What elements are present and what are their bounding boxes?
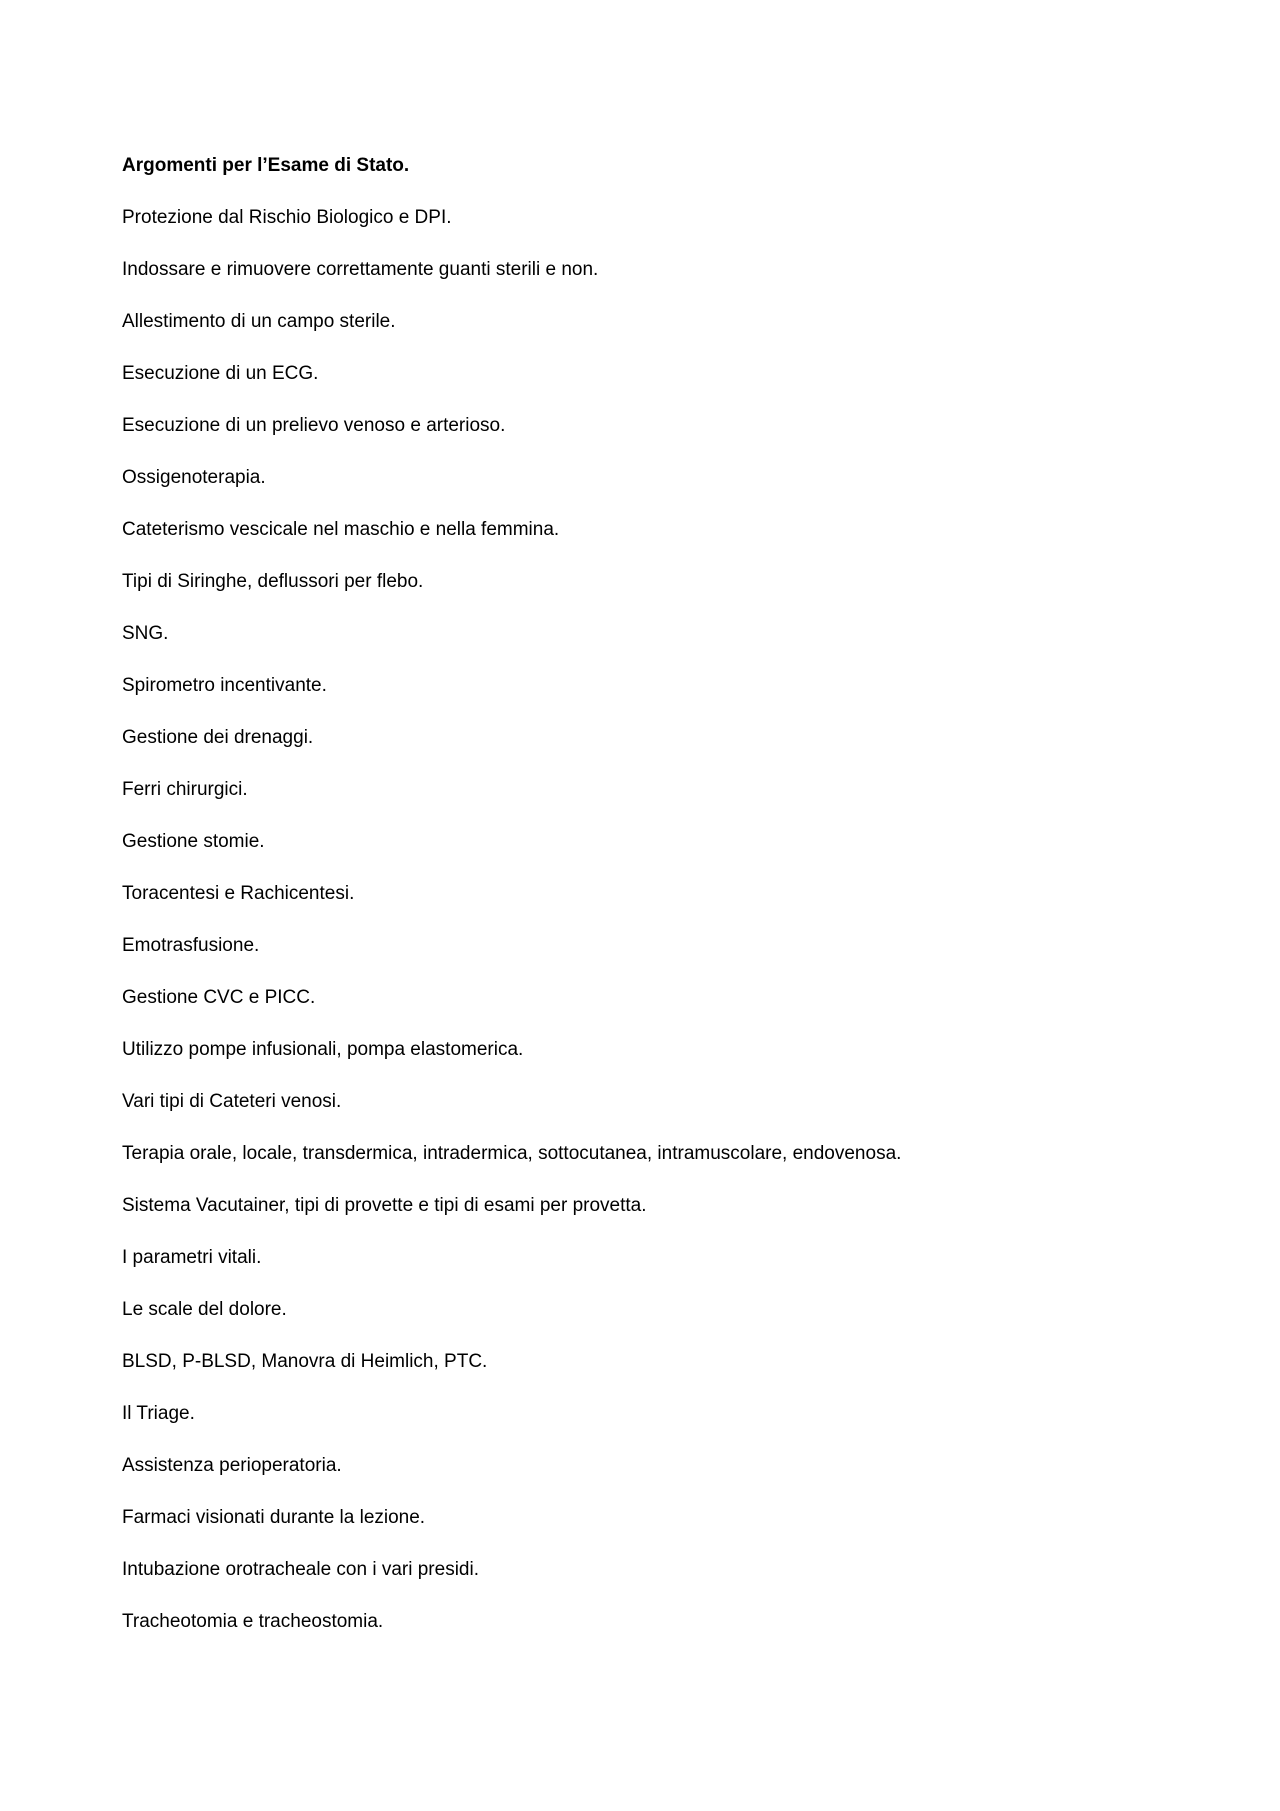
topic-item: Tracheotomia e tracheostomia.	[122, 1611, 384, 1632]
topic-item: Toracentesi e Rachicentesi.	[122, 883, 355, 904]
topic-item: Utilizzo pompe infusionali, pompa elastomerica.	[122, 1039, 524, 1060]
topic-item: Vari tipi di Cateteri venosi.	[122, 1091, 342, 1112]
document-title: Argomenti per l’Esame di Stato.	[122, 155, 410, 176]
topic-item: Gestione dei drenaggi.	[122, 727, 314, 748]
topic-item: Gestione stomie.	[122, 831, 265, 852]
topic-item: Gestione CVC e PICC.	[122, 987, 316, 1008]
topic-item: Farmaci visionati durante la lezione.	[122, 1507, 426, 1528]
topic-item: Terapia orale, locale, transdermica, intradermica, sottocutanea, intramuscolare, endovenosa.	[122, 1143, 902, 1164]
topic-item: Emotrasfusione.	[122, 935, 260, 956]
topic-item: Assistenza perioperatoria.	[122, 1455, 342, 1476]
topic-item: Indossare e rimuovere correttamente guanti sterili e non.	[122, 259, 599, 280]
topic-item: Ossigenoterapia.	[122, 467, 266, 488]
topic-item: Protezione dal Rischio Biologico e DPI.	[122, 207, 452, 228]
topic-item: I parametri vitali.	[122, 1247, 262, 1268]
topic-item: Ferri chirurgici.	[122, 779, 248, 800]
topic-item: Le scale del dolore.	[122, 1299, 287, 1320]
topic-item: Tipi di Siringhe, deflussori per flebo.	[122, 571, 424, 592]
topic-item: Cateterismo vescicale nel maschio e nella femmina.	[122, 519, 560, 540]
topic-item: SNG.	[122, 623, 169, 644]
topic-item: Esecuzione di un prelievo venoso e arterioso.	[122, 415, 506, 436]
topic-list	[122, 206, 1172, 1634]
topic-item: Spirometro incentivante.	[122, 675, 327, 696]
topic-item: Il Triage.	[122, 1403, 195, 1424]
topic-item: Sistema Vacutainer, tipi di provette e tipi di esami per provetta.	[122, 1195, 647, 1216]
topic-item: Intubazione orotracheale con i vari presidi.	[122, 1559, 479, 1580]
topic-item: Esecuzione di un ECG.	[122, 363, 319, 384]
topic-item: Allestimento di un campo sterile.	[122, 311, 396, 332]
document-body	[122, 154, 1172, 1662]
topic-item: BLSD, P-BLSD, Manovra di Heimlich, PTC.	[122, 1351, 488, 1372]
